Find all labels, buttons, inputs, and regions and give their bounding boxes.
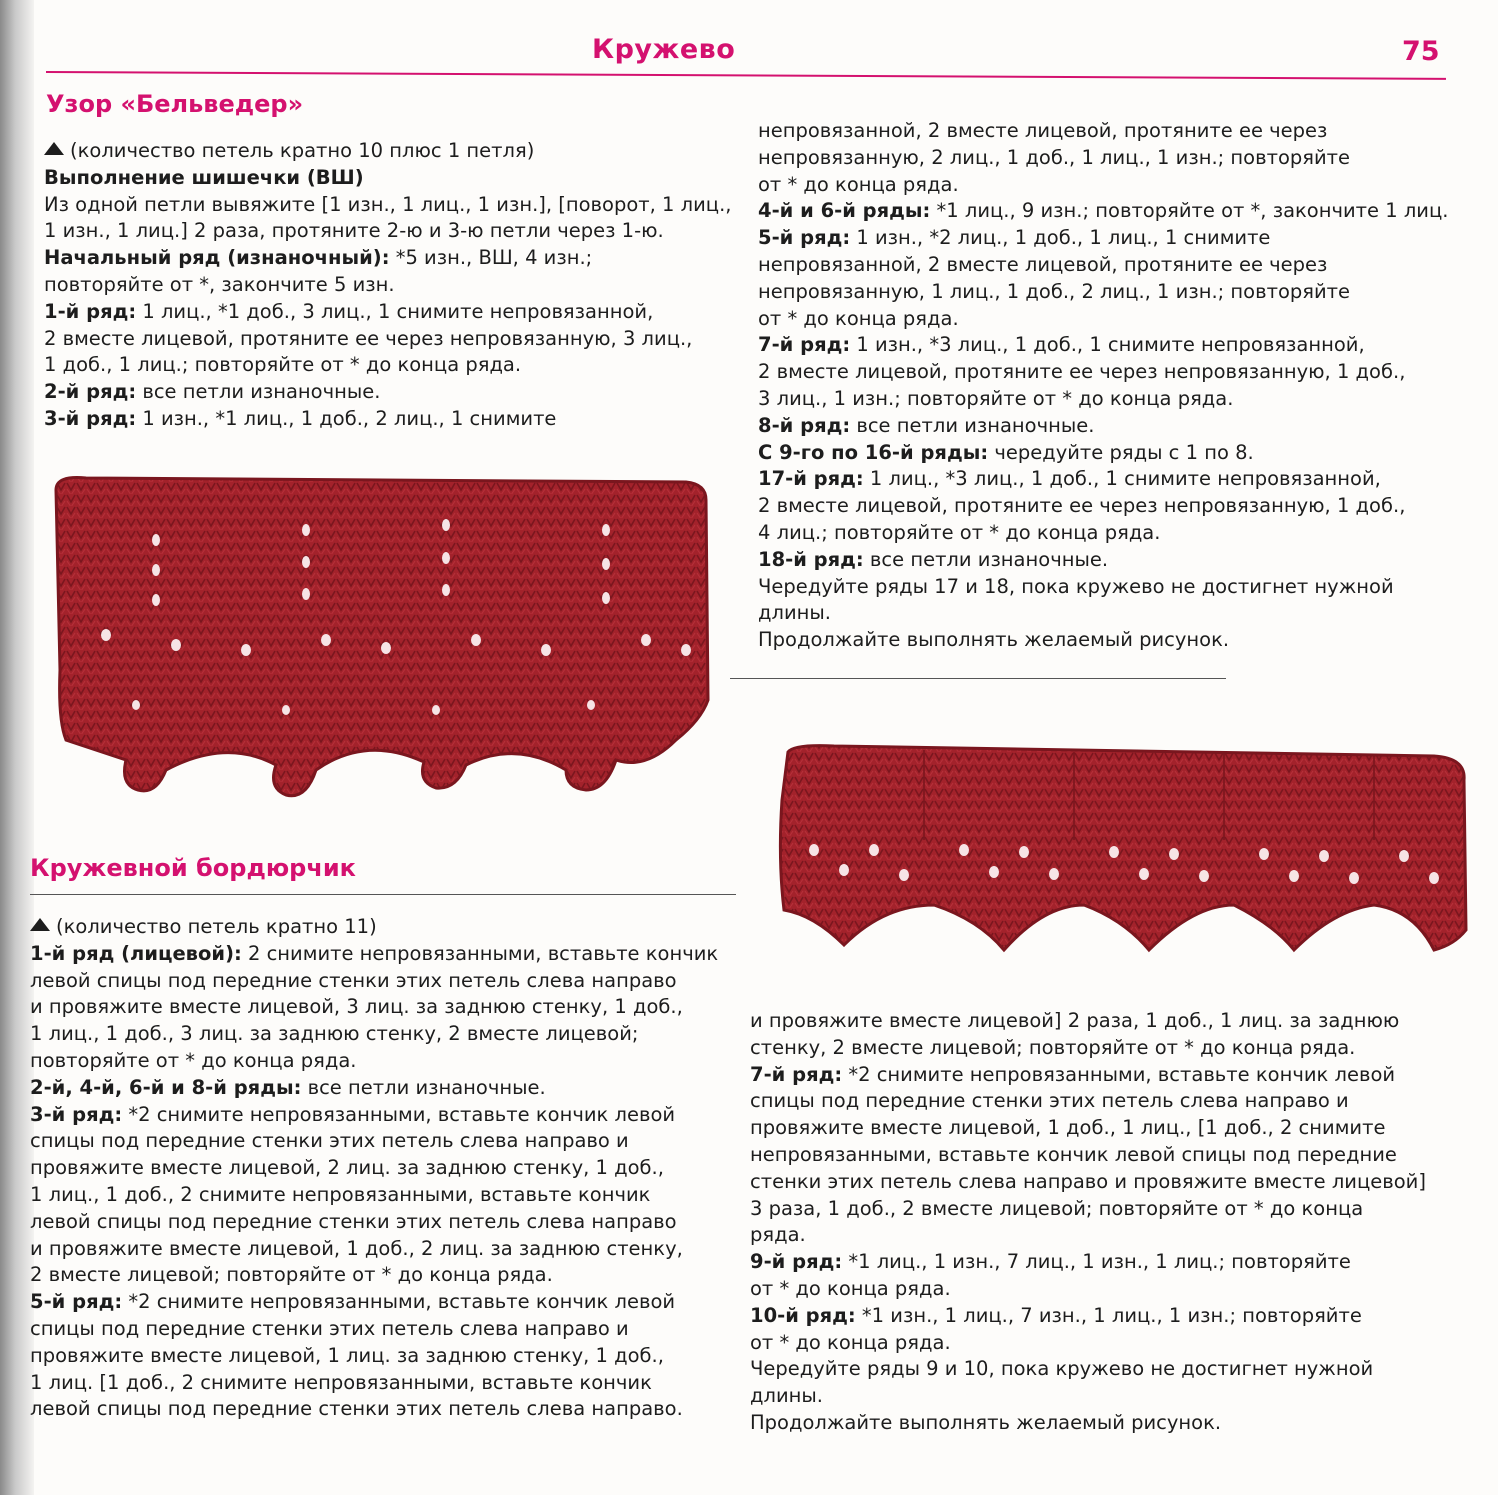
header-rule <box>46 71 1446 80</box>
continue-note: Продолжайте выполнять желаемый рисунок. <box>750 1410 1222 1434</box>
row-label: 2-й ряд: <box>44 380 137 404</box>
bobble-label: Выполнение шишечки (ВШ) <box>44 165 364 189</box>
belvedere-right-column: непровязанной, 2 вместе лицевой, протяните ее через непровязанную, 2 лиц., 1 доб., 1 лиц., 1 изн.; повторяйте от * до конца ряда. 4-й и 6-й ряды: *1 лиц., 9 изн.; повторяйте от *, закончите 1 лиц. 5-й ряд: 1 изн., *2 лиц., 1 доб., 1 лиц., 1 снимите непровязанной, 2 вместе лицевой, протяните ее через непровязанную, 1 лиц., 1 доб., 2 лиц., 1 изн.; повторяйте от * до конца ряда. 7-й ряд: 1 изн., *3 лиц., 1 доб., 1 снимите непровязанной, 2 вместе лицевой, протяните ее через непровязанную, 1 доб., 3 лиц., 1 изн.; повторяйте от * до конца ряда. 8-й ряд: все петли изнаночные. С 9-го по 16-й ряды: чередуйте ряды с 1 по 8. 17-й ряд: 1 лиц., *3 лиц., 1 доб., 1 снимите непровязанной, 2 вместе лицевой, протяните ее через непровязанную, 1 доб., 4 лиц.; повторяйте от * до конца ряда. 18-й ряд: все петли изнаночные. Чередуйте ряды 17 и 18, пока кружево не достигнет нужной длины. Продолжайте выполнять желаемый рисунок. <box>758 118 1448 654</box>
belvedere-left-column: (количество петель кратно 10 плюс 1 петля) Выполнение шишечки (ВШ) Из одной петли вывяжите [1 изн., 1 лиц., 1 изн.], [поворот, 1 лиц., 1 изн., 1 лиц.] 2 раза, протяните 2-ю и 3-ю петли через 1-ю. Начальный ряд (изнаночный): *5 изн., ВШ, 4 изн.; повторяйте от *, закончите 5 изн. 1-й ряд: 1 лиц., *1 доб., 3 лиц., 1 снимите непровязанной, 2 вместе лицевой, протяните ее через непровязанную, 3 лиц., 1 доб., 1 лиц.; повторяйте от * до конца ряда. 2-й ряд: все петли изнаночные. 3-й ряд: 1 изн., *1 лиц., 1 доб., 2 лиц., 1 снимите <box>44 139 732 430</box>
chapter-title: Кружево <box>592 34 736 65</box>
belvedere-title: Узор «Бельведер» <box>46 90 304 118</box>
row-label: 7-й ряд: <box>750 1062 843 1086</box>
row-label: С 9-го по 16-й ряды: <box>758 440 989 464</box>
bobble-text: Из одной петли вывяжите [1 изн., 1 лиц., 1 изн.], [поворот, 1 лиц., <box>44 192 732 216</box>
row-label: 4-й и 6-й ряды: <box>758 199 931 223</box>
row-label: 7-й ряд: <box>758 333 851 357</box>
row-label: 17-й ряд: <box>758 467 864 491</box>
row-label: 5-й ряд: <box>30 1290 123 1314</box>
row-label: 5-й ряд: <box>758 226 851 250</box>
continue-note: Продолжайте выполнять желаемый рисунок. <box>758 628 1230 652</box>
belvedere-swatch-photo <box>46 470 716 815</box>
row-label: 3-й ряд: <box>30 1102 123 1126</box>
row-label: 9-й ряд: <box>750 1250 843 1274</box>
row-label: 1-й ряд (лицевой): <box>30 941 242 965</box>
multiple-line: (количество петель кратно 10 плюс 1 петля) <box>44 138 731 165</box>
multiple-line: (количество петель кратно 11) <box>30 914 718 941</box>
border-title: Кружевной бордюрчик <box>30 854 356 882</box>
triangle-up-icon <box>30 918 50 931</box>
page-number: 75 <box>1402 36 1440 67</box>
row-label: 10-й ряд: <box>750 1303 856 1327</box>
row-label: 2-й, 4-й, 6-й и 8-й ряды: <box>30 1075 302 1099</box>
border-left-column: (количество петель кратно 11) 1-й ряд (лицевой): 2 снимите непровязанными, вставьте кончик левой спицы под передние стенки этих петель слева направо и провяжите вместе лицевой, 3 лиц. за заднюю стенку, 1 доб., 1 лиц., 1 доб., 3 лиц. за заднюю стенку, 2 вместе лицевой; повторяйте от * до конца ряда. 2-й, 4-й, 6-й и 8-й ряды: все петли изнаночные. 3-й ряд: *2 снимите непровязанными, вставьте кончик левой спицы под передние стенки этих петель слева направо и провяжите вместе лицевой, 2 лиц. за заднюю стенку, 1 доб., 1 лиц., 1 доб., 2 снимите непровязанными, вставьте кончик левой спицы под передние стенки этих петель слева направо и провяжите вместе лицевой, 1 доб., 2 лиц. за заднюю стенку, 2 вместе лицевой; повторяйте от * до конца ряда. 5-й ряд: *2 снимите непровязанными, вставьте кончик левой спицы под передние стенки этих петель слева направо и провяжите вместе лицевой, 1 лиц. за заднюю стенку, 1 доб., 1 лиц. [1 доб., 2 снимите непровязанными, вставьте кончик левой спицы под передние стенки этих петель слева направо. <box>30 915 719 1421</box>
border-right-column: и провяжите вместе лицевой] 2 раза, 1 доб., 1 лиц. за заднюю стенку, 2 вместе лицевой; повторяйте от * до конца ряда. 7-й ряд: *2 снимите непровязанными, вставьте кончик левой спицы под передние стенки этих петель слева направо и провяжите вместе лицевой, 1 доб., 1 лиц., [1 доб., 2 снимите непровязанными, вставьте кончик левой спицы под передние стенки этих петель слева направо и провяжите вместе лицевой] 3 раза, 1 доб., 2 вместе лицевой; повторяйте от * до конца ряда. 9-й ряд: *1 лиц., 1 изн., 7 лиц., 1 изн., 1 лиц.; повторяйте от * до конца ряда. 10-й ряд: *1 изн., 1 лиц., 7 изн., 1 лиц., 1 изн.; повторяйте от * до конца ряда. Чередуйте ряды 9 и 10, пока кружево не достигнет нужной длины. Продолжайте выполнять желаемый рисунок. <box>750 1008 1426 1437</box>
row-label: 8-й ряд: <box>758 413 851 437</box>
book-spine-shadow <box>0 0 34 1495</box>
row-label: 18-й ряд: <box>758 547 864 571</box>
section-divider <box>730 678 1226 679</box>
start-row-label: Начальный ряд (изнаночный): <box>44 246 390 270</box>
row-label: 1-й ряд: <box>44 299 137 323</box>
triangle-up-icon <box>44 142 64 155</box>
row-label: 3-й ряд: <box>44 406 137 430</box>
border-swatch-photo <box>774 740 1474 965</box>
section-rule <box>30 894 736 895</box>
